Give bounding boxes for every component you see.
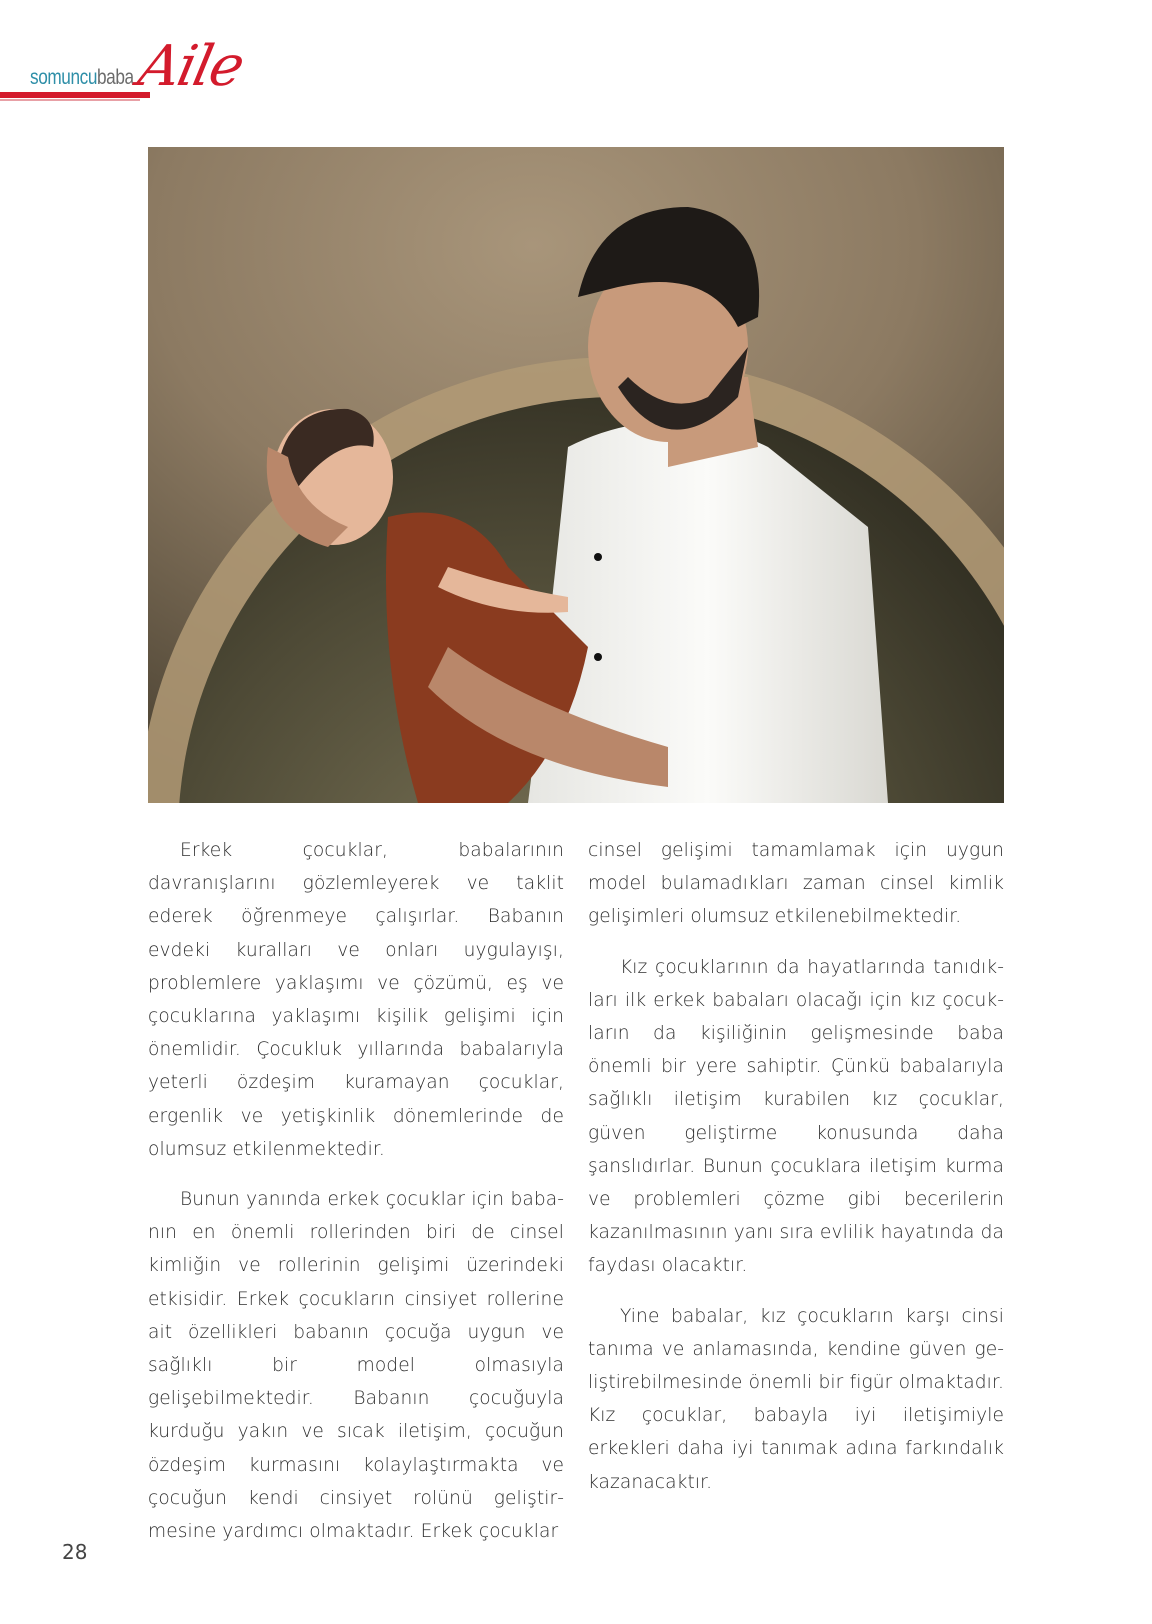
photo-father-holding-baby (148, 147, 1004, 803)
paragraph: Yine babalar, kız çocukların karşı cinsi tanıma ve anlamasında, kendine güven geliştirebilmesinde önemli bir figür olmaktadır. Kız çocuklar, babayla iyi iletişimiyle erkekleri daha iyi tanımak adına farkındalık kazanacaktır. (588, 1305, 1004, 1493)
brand-wordmark (30, 66, 134, 90)
article-photo (148, 147, 1004, 803)
logo-red-bar-shadow (0, 99, 140, 101)
article-column-left (148, 834, 564, 1565)
logo-red-bar (0, 92, 150, 98)
page-number: 28 (62, 1540, 88, 1564)
masthead-logo (0, 34, 300, 110)
paragraph: Bunun yanında erkek çocuklar için babanın en önemli rollerinden biri de cinsel kimliğin ve rollerinin gelişimi üzerindeki etkisidir. Erkek çocukların cinsiyet rollerine ait özellikleri babanın çocuğa uygun ve sağlıklı bir model olmasıyla gelişebilmektedir. Babanın çocuğuyla kurduğu yakın ve sıcak iletişim, çocuğun özdeşim kurmasını kolaylaştırmakta ve çocuğun kendi cinsiyet rolünü geliştirmesine yardımcı olmaktadır. Erkek çocuklar (148, 1189, 564, 1543)
paragraph: Kız çocuklarının da hayatlarında tanıdıkları ilk erkek babaları olacağı için kız çocukların da kişiliğinin gelişmesinde baba önemli bir yere sahiptir. Çünkü babalarıyla sağlıklı iletişim kurabilen kız çocuklar, güven geliştirme konusunda daha şanslıdırlar. Bunun çocuklara iletişim kurma ve problemleri çözme gibi becerilerin kazanılmasının yanı sıra evlilik hayatında da faydası olacaktır. (588, 956, 1004, 1277)
brand-script-aile: Aile (133, 34, 249, 99)
article-column-right (588, 834, 1004, 1516)
paragraph-continued: cinsel gelişimi tamamlamak için uygun model bulamadıkları zaman cinsel kimlik gelişimleri olumsuz etkilenebilmektedir. (588, 840, 1004, 928)
paragraph: Erkek çocuklar, babalarının davranışlarını gözlemleyerek ve taklit ederek öğrenmeye çalışırlar. Babanın evdeki kuralları ve onları uygulayışı, problemlere yaklaşımı ve çözümü, eş ve çocuklarına yaklaşımı kişilik gelişimi için önemlidir. Çocukluk yıllarında babalarıyla yeterli özdeşim kuramayan çocuklar, ergenlik ve yetişkinlik dönemlerinde de olumsuz etkilenmektedir. (148, 840, 564, 1160)
brand-part-baba: baba (97, 66, 134, 89)
brand-part-somuncu: somuncu (30, 66, 98, 89)
